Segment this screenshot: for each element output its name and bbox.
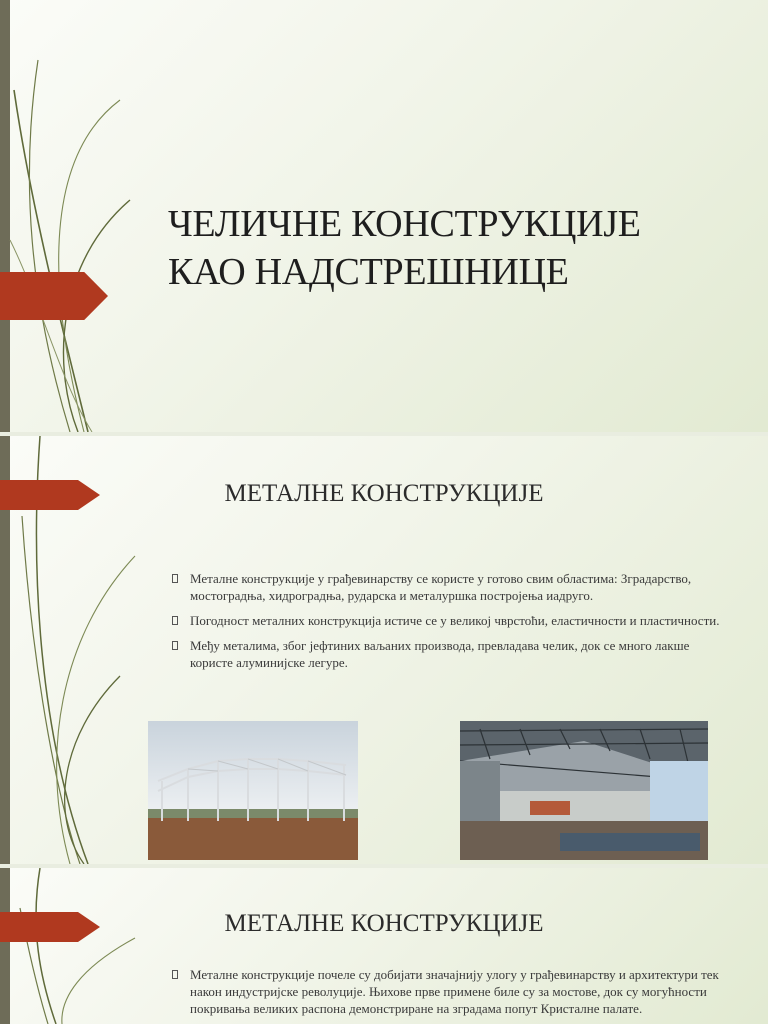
title-line-2: КАО НАДСТРЕШНИЦЕ (168, 251, 569, 293)
content-slide-2 (0, 868, 768, 1024)
slide-heading: МЕТАЛНЕ КОНСТРУКЦИЈЕ (224, 910, 544, 937)
bullet-list (172, 966, 732, 1024)
red-arrow-marker (0, 272, 108, 320)
title-line-1: ЧЕЛИЧНЕ КОНСТРУКЦИЈЕ (168, 203, 641, 245)
left-accent-bar (0, 0, 10, 432)
list-item: Међу металима, због јефтиних ваљаних производа, превладава челик, док се много лакше користе алуминијске легуре. (172, 637, 732, 671)
bullet-icon (172, 616, 178, 625)
slide-title (168, 200, 748, 296)
left-accent-bar (0, 868, 10, 1024)
slide-heading: МЕТАЛНЕ КОНСТРУКЦИЈЕ (224, 480, 544, 507)
title-slide (0, 0, 768, 432)
decorative-swirl-lines (0, 868, 140, 1024)
bullet-icon (172, 574, 178, 583)
list-item: Погодност металних конструкција истиче се у великој чврстоћи, еластичности и пластичности. (172, 612, 732, 629)
steel-roof-truss-interior-photo (460, 721, 708, 860)
list-item: Металне конструкције почеле су добијати значајнију улогу у грађевинарству и архитектури тек након индустријске револуције. Њихове прве примене биле су за мостове, док су могућности покривања великих распона демонстриране на зградама попут Кристалне палате. (172, 966, 732, 1017)
bullet-icon (172, 970, 178, 979)
bullet-icon (172, 641, 178, 650)
list-item: Металне конструкције у грађевинарству се користе у готово свим областима: Зградарство, мостоградња, хидроградња, рударска и металуршка постројења иадруго. (172, 570, 732, 604)
steel-frame-construction-photo (148, 721, 358, 860)
decorative-swirl-lines (0, 0, 140, 432)
content-slide-1 (0, 436, 768, 864)
bullet-list (172, 570, 732, 679)
